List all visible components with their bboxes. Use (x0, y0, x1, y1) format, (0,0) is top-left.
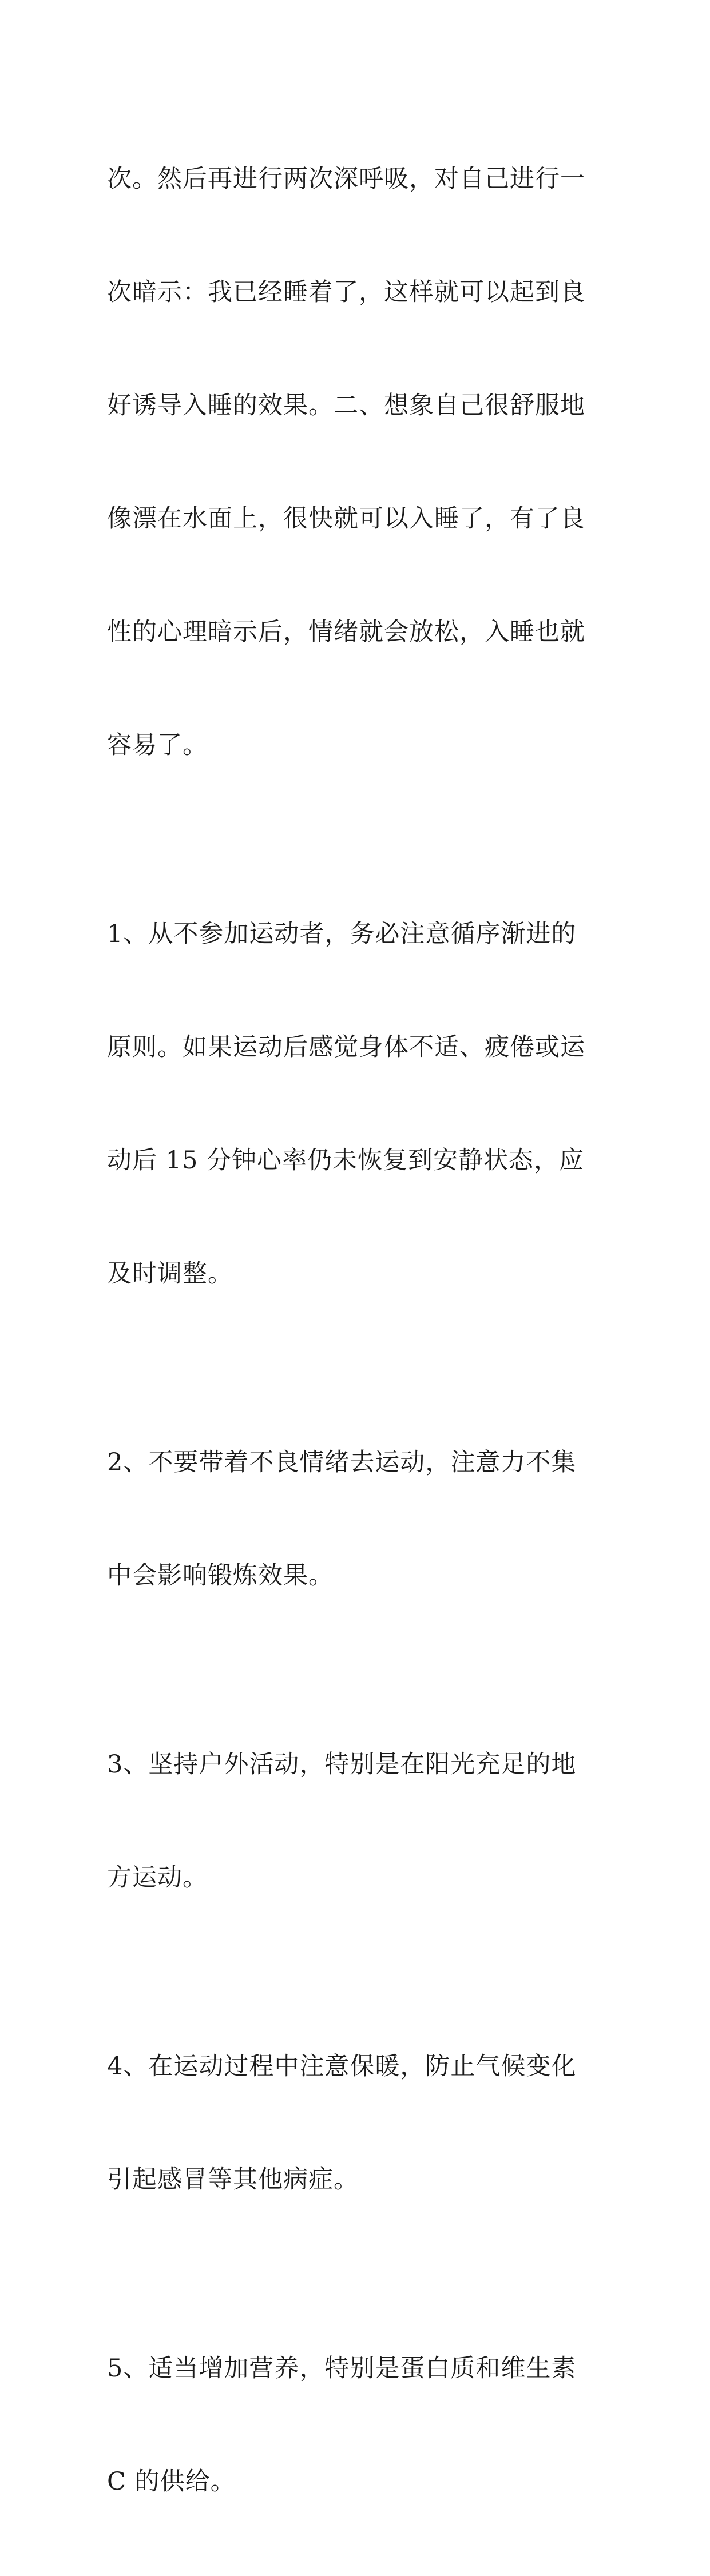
text-line: 动后 15 分钟心率仍未恢复到安静状态，应 (107, 1146, 585, 1175)
text-line: C 的供给。 (107, 2467, 236, 2496)
list-item-4 (107, 1972, 606, 2274)
text-line: 及时调整。 (107, 1259, 233, 1288)
text-line: 3、坚持户外活动，特别是在阳光充足的地 (107, 1750, 577, 1779)
list-item-5 (107, 2274, 606, 2576)
list-item-2 (107, 1368, 606, 1670)
text-line: 4、在运动过程中注意保暖，防止气候变化 (107, 2052, 577, 2081)
text-line: 中会影响锻炼效果。 (107, 1561, 334, 1590)
text-line: 原则。如果运动后感觉身体不适、疲倦或运 (107, 1033, 585, 1062)
text-line: 性的心理暗示后，情绪就会放松，入睡也就 (107, 618, 585, 646)
paragraph-sleep-suggestion (107, 85, 606, 840)
list-item-3 (107, 1670, 606, 1972)
text-line: 引起感冒等其他病症。 (107, 2165, 359, 2194)
text-line: 好诱导入睡的效果。二、想象自己很舒服地 (107, 391, 585, 420)
text-line: 1、从不参加运动者，务必注意循序渐进的 (107, 920, 577, 948)
text-line: 2、不要带着不良情绪去运动，注意力不集 (107, 1448, 577, 1477)
text-line: 容易了。 (107, 731, 208, 760)
text-line: 5、适当增加营养，特别是蛋白质和维生素 (107, 2354, 577, 2383)
document-body (107, 85, 606, 2576)
text-line: 次。然后再进行两次深呼吸，对自己进行一 (107, 165, 585, 193)
list-item-1 (107, 840, 606, 1368)
text-line: 像漂在水面上，很快就可以入睡了，有了良 (107, 504, 585, 533)
text-line: 次暗示：我已经睡着了，这样就可以起到良 (107, 278, 585, 307)
text-line: 方运动。 (107, 1863, 208, 1892)
